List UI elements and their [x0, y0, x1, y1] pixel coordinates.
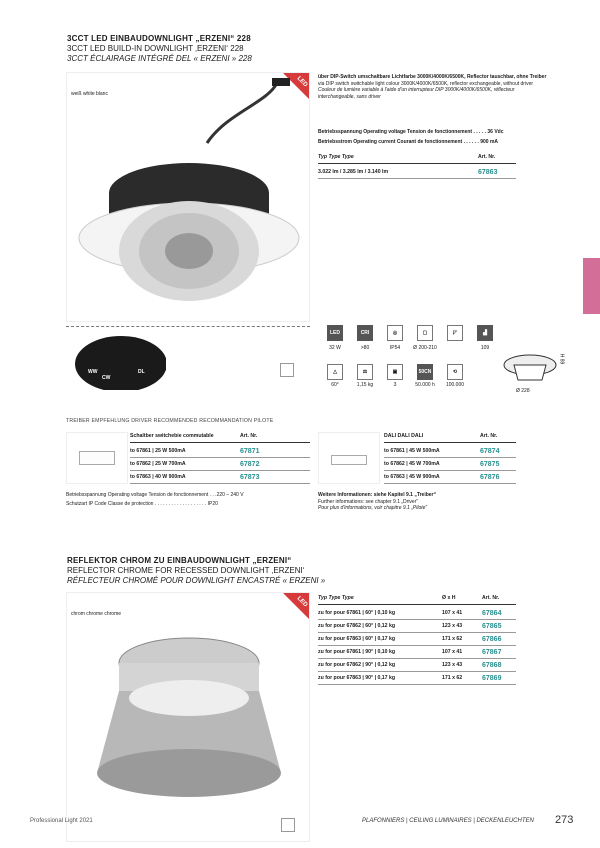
product-image-reflector	[66, 592, 310, 842]
driver-image-switchable	[66, 432, 128, 484]
table-row	[318, 633, 516, 646]
footer-section: PLAFONNIERS | CEILING LUMINAIRES | DECKENLEUCHTEN	[362, 818, 534, 824]
row-art: 67872	[240, 461, 260, 468]
driver-image-dali	[318, 432, 380, 484]
reflector-finish: chrom chrome chrome	[71, 611, 122, 617]
row-art: 67865	[482, 623, 502, 630]
operating-current: Betriebsstrom Operating current Courant de fonctionnement . . . . . . 900 mA	[318, 139, 499, 145]
footer-left: Professional Light 2021	[30, 818, 93, 824]
row-art: 67875	[480, 461, 500, 468]
row-dim: 107 x 41	[442, 649, 463, 655]
header-type: DALI DALI DALI	[384, 433, 424, 439]
row-type: zu for pour 67863 | 60° | 0,17 kg	[318, 636, 396, 642]
desc-fr: Couleur de lumière variable à l'aide d'un interrupteur DIP 3000K/4000K/6500K, réflecteur interchangeable, sans driver	[318, 87, 515, 100]
table-row	[318, 607, 516, 620]
driver-box	[331, 455, 367, 465]
title-fr: 3CCT ÉCLAIRAGE INTÉGRÉ DEL « ERZENI » 228	[67, 54, 252, 63]
table-header	[318, 151, 516, 164]
diameter-icon: ▢	[417, 325, 433, 341]
dip-ww: WW	[88, 369, 98, 375]
ip-icon: ◎	[387, 325, 403, 341]
angle-icon: ◸	[447, 325, 463, 341]
table-row	[130, 471, 310, 484]
led-icon: LED	[327, 325, 343, 341]
table-row	[318, 672, 516, 685]
reflector-title-de: REFLEKTOR CHROM ZU EINBAUDOWNLIGHT „ERZENI“	[67, 556, 292, 565]
reflector-table-header	[318, 592, 516, 605]
header-art: Art. Nr.	[480, 433, 498, 439]
class-icon: ▣	[387, 364, 403, 380]
row-art: 67863	[478, 169, 498, 176]
row-dim: 123 x 43	[442, 662, 463, 668]
finish-label: weiß white blanc	[71, 91, 108, 97]
row-type: to 67862 | 45 W 700mA	[384, 461, 440, 467]
spec-label: >80	[360, 345, 370, 351]
operating-voltage: Betriebsspannung Operating voltage Tension de fonctionnement . . . . . 36 Vdc	[318, 129, 504, 135]
table-row	[318, 620, 516, 633]
row-type: to 67863 | 40 W 900mA	[130, 474, 186, 480]
spec-label: 1,15 kg	[356, 382, 374, 388]
led-badge-text: LED	[295, 595, 309, 609]
title-de: 3CCT LED EINBAUDOWNLIGHT „ERZENI“ 228	[67, 34, 251, 43]
row-type: zu for pour 67861 | 90° | 0,10 kg	[318, 649, 396, 655]
table-row	[130, 445, 310, 458]
row-art: 67864	[482, 610, 502, 617]
row-art: 67869	[482, 675, 502, 682]
info-en: Further informations: see chapter 9.1 „Driver“	[318, 498, 419, 505]
driver-heading: TREIBER EMPFEHLUNG DRIVER RECOMMENDED RECOMMANDATION PILOTE	[66, 418, 274, 424]
product-image-downlight	[66, 72, 310, 322]
header-art: Art. Nr.	[478, 154, 496, 160]
row-art: 67871	[240, 448, 260, 455]
header-art: Art. Nr.	[482, 595, 500, 601]
row-dim: 171 x 62	[442, 636, 463, 642]
reflector-title-fr: RÉFLECTEUR CHROMÉ POUR DOWNLIGHT ENCASTRÉ « ERZENI »	[67, 576, 326, 585]
header-art: Art. Nr.	[240, 433, 258, 439]
driver-ip: Schutzart IP Code Classe de protection . . . . . . . . . . . . . . . . . . . IP20	[66, 501, 218, 507]
downlight-illustration	[67, 73, 311, 323]
row-type: 3.022 lm / 3.285 lm / 3.140 lm	[318, 169, 389, 175]
row-art: 67867	[482, 649, 502, 656]
row-art: 67868	[482, 662, 502, 669]
row-dim: 171 x 62	[442, 675, 463, 681]
section-tab	[583, 258, 600, 314]
led-badge-text: LED	[295, 75, 309, 89]
spec-label: 100.000	[445, 382, 465, 388]
row-type: to 67862 | 25 W 700mA	[130, 461, 186, 467]
quality-seal-icon	[281, 818, 295, 832]
spec-label: 50.000 h	[415, 382, 435, 388]
weight-icon: ⚖	[357, 364, 373, 380]
row-art: 67876	[480, 474, 500, 481]
page-number: 273	[555, 814, 574, 826]
row-art: 67874	[480, 448, 500, 455]
table-row	[384, 458, 516, 471]
row-type: zu for pour 67861 | 60° | 0,10 kg	[318, 610, 396, 616]
spec-label: 32 W	[329, 345, 341, 351]
height-icon: ▟	[477, 325, 493, 341]
row-art: 67866	[482, 636, 502, 643]
info-de: Weitere Informationen: siehe Kapitel 9.1 „Treiber“	[318, 492, 436, 498]
driver-voltage: Betriebsspannung Operating voltage Tension de fonctionnement . . .220 – 240 V	[66, 492, 244, 498]
lifetime-icon: 50CN	[417, 364, 433, 380]
desc-de: über DIP-Switch umschaltbare Lichtfarbe 3000K/4000K/6500K, Reflector tauschbar, ohne Treiber	[318, 74, 547, 80]
dip-switch-illustration	[66, 330, 166, 390]
title-en: 3CCT LED BUILD-IN DOWNLIGHT ‚ERZENI‘ 228	[67, 44, 244, 53]
driver-info	[318, 492, 436, 512]
dimension-drawing	[500, 335, 560, 395]
header-dim: Ø x H	[442, 595, 456, 601]
row-type: to 67861 | 45 W 500mA	[384, 448, 440, 454]
cri-icon: CRI	[357, 325, 373, 341]
row-dim: 107 x 41	[442, 610, 463, 616]
table-row	[130, 458, 310, 471]
divider-dashed	[66, 326, 310, 327]
header-type: Typ Type Type	[318, 595, 354, 601]
spec-label: 3	[393, 382, 397, 388]
header-type: Typ Type Type	[318, 154, 354, 160]
spec-label: IP54	[389, 345, 401, 351]
table-row	[318, 646, 516, 659]
table-row	[384, 445, 516, 458]
switch-icon: ⟲	[447, 364, 463, 380]
driver-box	[79, 451, 115, 465]
table-row	[318, 659, 516, 672]
beam-icon: △	[327, 364, 343, 380]
row-type: zu for pour 67862 | 90° | 0,12 kg	[318, 662, 396, 668]
info-fr: Pour plus d'informations, voir chapitre 9.1 „Pilote“	[318, 505, 428, 512]
dip-switch-image	[66, 330, 310, 390]
row-dim: 123 x 43	[442, 623, 463, 629]
row-type: zu for pour 67863 | 90° | 0,17 kg	[318, 675, 396, 681]
description-block	[318, 74, 550, 100]
dip-cw: CW	[102, 375, 111, 381]
spec-label: 60°	[331, 382, 339, 388]
dali-table-header	[384, 430, 516, 443]
table-row	[318, 166, 516, 179]
quality-seal-icon	[280, 363, 294, 377]
row-art: 67873	[240, 474, 260, 481]
table-row	[384, 471, 516, 484]
dip-dl: DL	[138, 369, 145, 375]
dim-diameter: Ø 228	[516, 388, 530, 394]
reflector-illustration	[67, 593, 311, 843]
row-type: to 67861 | 25 W 500mA	[130, 448, 186, 454]
spec-label: Ø 200-210	[413, 345, 437, 351]
reflector-title-en: REFLECTOR CHROME FOR RECESSED DOWNLIGHT ‚ERZENI‘	[67, 566, 305, 575]
driver-table-header	[130, 430, 310, 443]
header-type: Schaltber switchebie commutable	[130, 433, 214, 439]
dim-height: H 89	[558, 353, 565, 365]
spec-label: 109	[480, 345, 490, 351]
row-type: to 67863 | 45 W 900mA	[384, 474, 440, 480]
desc-en: via DIP switch switchable light colour 3000K/4000K/6500K, reflector exchangeable, without driver	[318, 80, 534, 87]
row-type: zu for pour 67862 | 60° | 0,12 kg	[318, 623, 396, 629]
